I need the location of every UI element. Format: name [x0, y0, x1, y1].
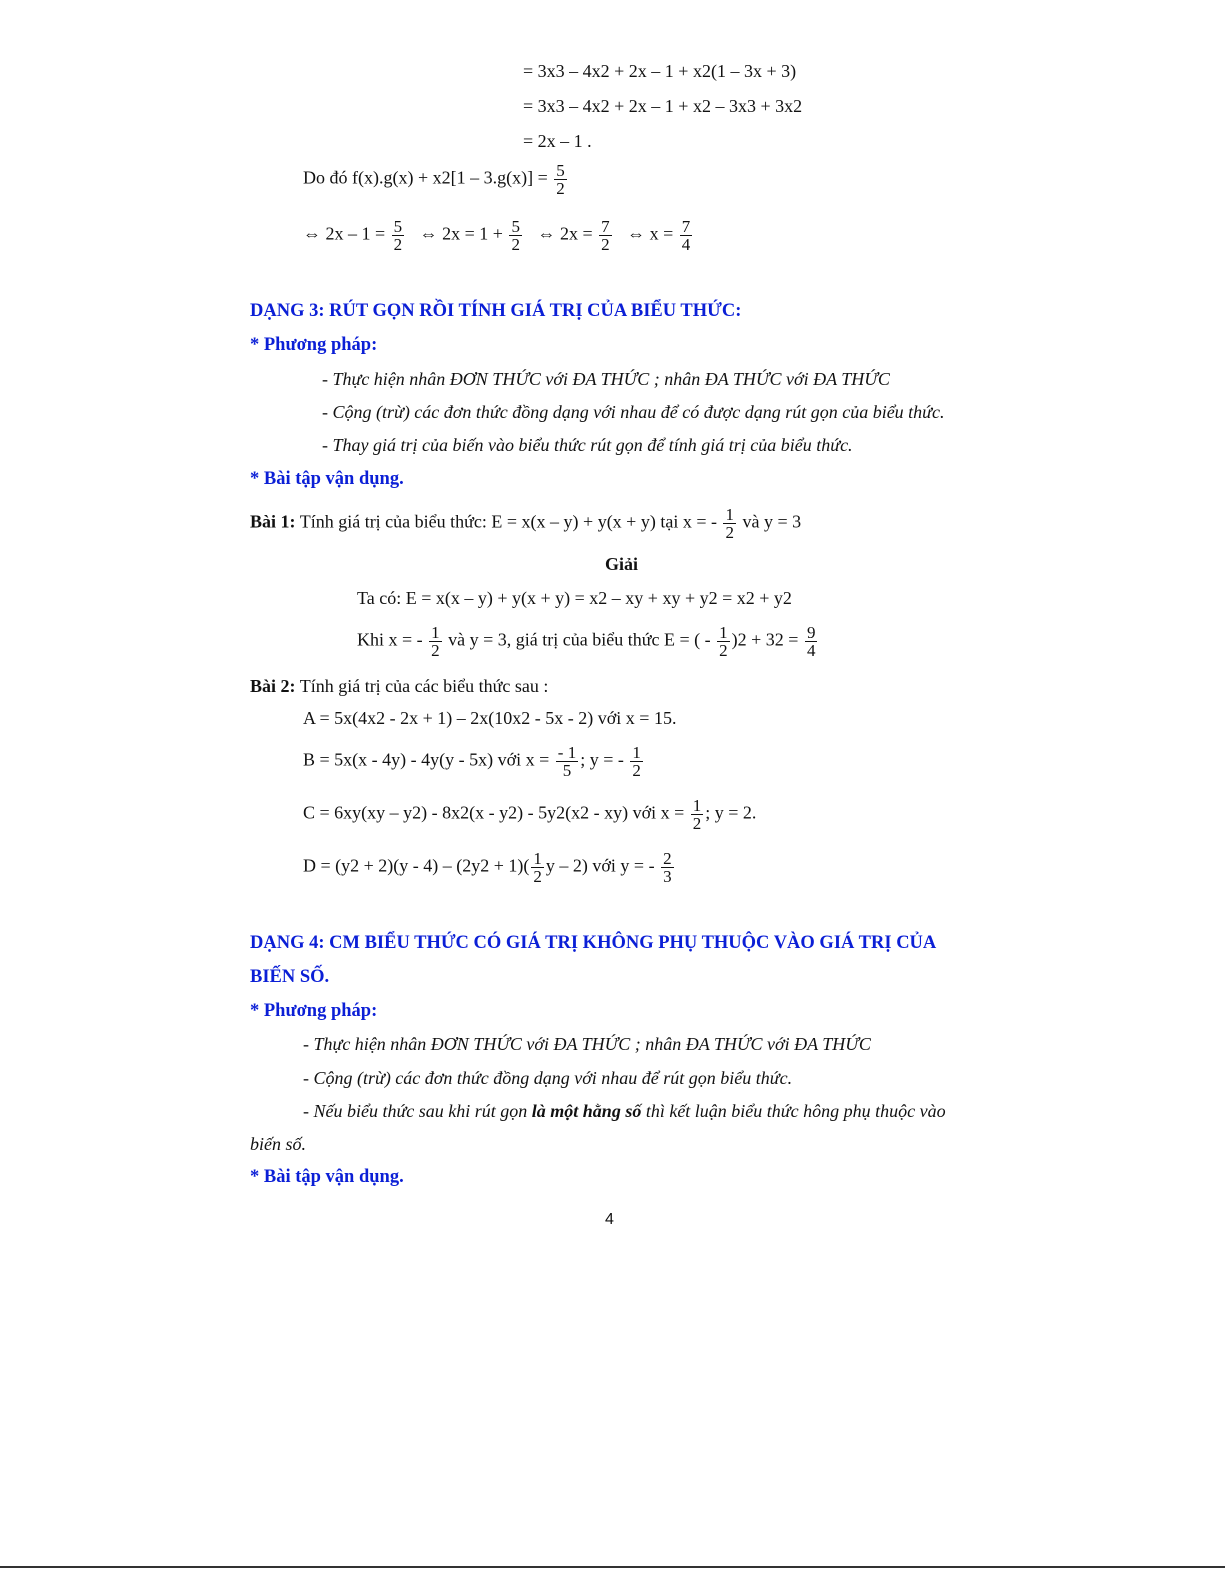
text: thì kết luận biểu thức hông phụ thuộc vào [645, 1101, 946, 1121]
bai1-solution-1: Ta có: E = x(x – y) + y(x + y) = x2 – xy + xy + y2 = x2 + y2 [357, 588, 792, 608]
fraction: $\frac{2}{3}$ [663, 849, 672, 886]
bai2-label: Bài 2: [250, 676, 296, 696]
fraction: $\frac{7}{2}$ [601, 217, 610, 254]
do-do-line [303, 162, 569, 197]
fraction: $\frac{1}{2}$ [431, 623, 440, 660]
giai-heading: Giải [605, 554, 639, 574]
dang4-heading-line-2: BIẾN SỐ. [250, 967, 330, 987]
expr-C [303, 797, 756, 832]
expr-D [303, 850, 676, 885]
expr-B [303, 744, 645, 779]
fraction: $\frac{1}{2}$ [533, 849, 542, 886]
dang3-method-3: - Thay giá trị của biến vào biểu thức rút gọn để tính giá trị của biểu thức. [322, 435, 853, 455]
text: y – 2) với y = - [545, 855, 655, 876]
bai1-text: Tính giá trị của biểu thức: E = x(x – y) + y(x + y) tại x = - [299, 511, 717, 532]
dang4-method-3 [303, 1100, 946, 1122]
equiv-part-2: ⇔ 2x = 1 + [419, 223, 503, 244]
page-number: 4 [605, 1211, 614, 1228]
fraction: $\frac{1}{2}$ [632, 743, 641, 780]
equiv-part-1: ⇔ 2x – 1 = [303, 223, 386, 244]
dang4-exercises-label: * Bài tập vận dụng. [250, 1167, 404, 1187]
text: - Nếu biểu thức sau khi rút gọn [303, 1101, 528, 1121]
bai2-statement [250, 675, 548, 697]
bai1-statement [250, 506, 801, 541]
dang4-method-3-cont: biến số. [250, 1134, 306, 1154]
text: C = 6xy(xy – y2) - 8x2(x - y2) - 5y2(x2 - xy) với x = [303, 802, 685, 823]
work-line-3: = 2x – 1 . [523, 131, 592, 151]
fraction: $\frac{5}{2}$ [393, 217, 403, 254]
fraction: $\frac{- 1}{5}$ [557, 743, 577, 780]
fraction: $\frac{7}{4}$ [681, 217, 691, 254]
fraction: $\frac{1}{2}$ [725, 505, 734, 542]
work-line-2: = 3x3 – 4x2 + 2x – 1 + x2 – 3x3 + 3x2 [523, 96, 803, 116]
dang3-method-label: * Phương pháp: [250, 335, 378, 355]
text: ; y = 2. [705, 802, 757, 823]
dang4-method-1: - Thực hiện nhân ĐƠN THỨC với ĐA THỨC ; nhân ĐA THỨC với ĐA THỨC [303, 1034, 871, 1054]
fraction: $\frac{5}{2}$ [511, 217, 520, 254]
dang3-exercises-label: * Bài tập vận dụng. [250, 469, 404, 489]
work-line-1: = 3x3 – 4x2 + 2x – 1 + x2(1 – 3x + 3) [523, 61, 797, 81]
bai1-label: Bài 1: [250, 511, 296, 532]
dang3-method-1: - Thực hiện nhân ĐƠN THỨC với ĐA THỨC ; nhân ĐA THỨC với ĐA THỨC [322, 369, 890, 389]
bai2-text: Tính giá trị của các biểu thức sau : [299, 676, 549, 696]
emphasis: là một hằng số [531, 1101, 642, 1121]
fraction: $\frac{9}{4}$ [806, 623, 816, 660]
dang4-method-label: * Phương pháp: [250, 1001, 378, 1021]
bai1-solution-2 [357, 624, 819, 659]
text: Khi x = - [357, 629, 423, 650]
text: và y = 3, giá trị của biểu thức E = ( - [448, 629, 711, 650]
fraction: $\frac{1}{2}$ [719, 623, 728, 660]
equivalence-line [303, 218, 694, 253]
dang4-method-2: - Cộng (trừ) các đơn thức đồng dạng với nhau để rút gọn biểu thức. [303, 1068, 793, 1088]
fraction-5-2: $\frac{5}{2}$ [556, 161, 565, 198]
page-bottom-rule [0, 1566, 1225, 1568]
fraction: $\frac{1}{2}$ [692, 796, 702, 833]
bai1-tail: và y = 3 [742, 511, 802, 532]
dang4-heading-line-1: DẠNG 4: CM BIỂU THỨC CÓ GIÁ TRỊ KHÔNG PHỤ THUỘC VÀO GIÁ TRỊ CỦA [250, 933, 937, 953]
text: D = (y2 + 2)(y - 4) – (2y2 + 1)( [303, 855, 530, 876]
text: )2 + 32 = [731, 629, 799, 650]
dang3-method-2: - Cộng (trừ) các đơn thức đồng dạng với nhau để có được dạng rút gọn của biểu thức. [322, 402, 945, 422]
text: ; y = - [580, 749, 624, 770]
equiv-part-3: ⇔ 2x = [537, 223, 593, 244]
dang3-heading: DẠNG 3: RÚT GỌN RỒI TÍNH GIÁ TRỊ CỦA BIỂU THỨC: [250, 301, 742, 321]
expr-A: A = 5x(4x2 - 2x + 1) – 2x(10x2 - 5x - 2) với x = 15. [303, 708, 677, 728]
text: B = 5x(x - 4y) - 4y(y - 5x) với x = [303, 749, 550, 770]
equiv-part-4: ⇔ x = [627, 223, 674, 244]
do-do-text: Do đó f(x).g(x) + x2[1 – 3.g(x)] = [303, 167, 548, 188]
